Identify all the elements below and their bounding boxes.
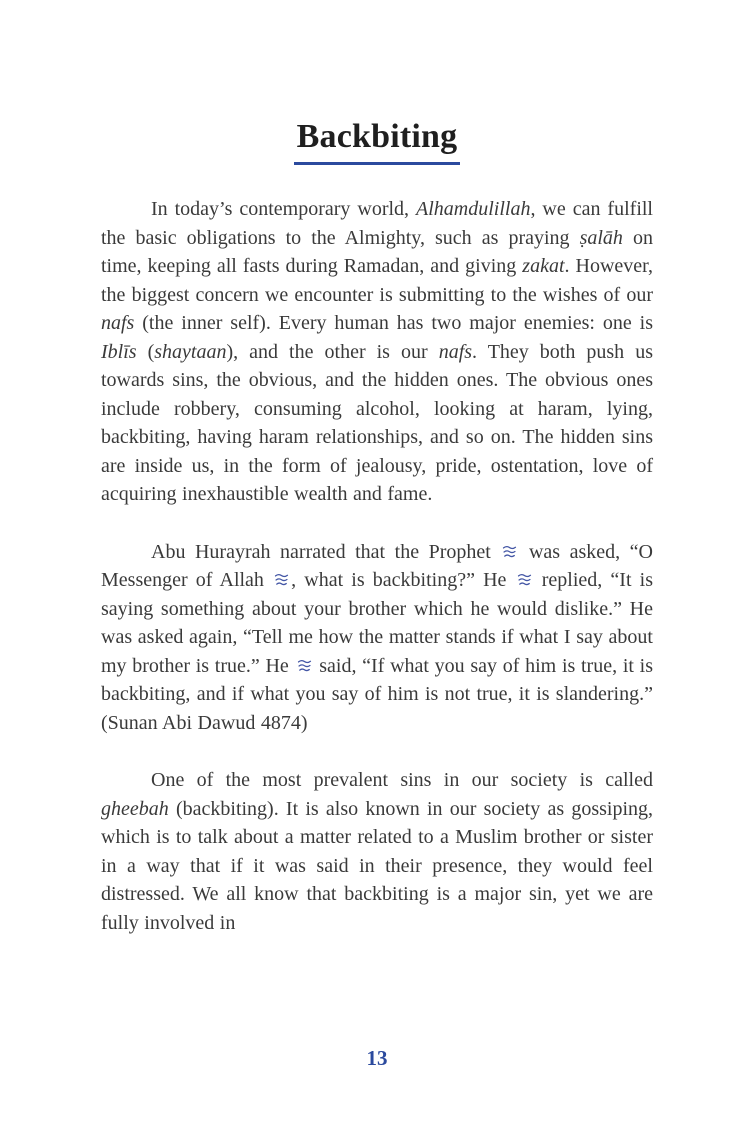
text-segment: In today’s contemporary world, [151, 198, 417, 221]
pbuh-symbol-icon [296, 659, 313, 673]
pbuh-symbol-icon [501, 545, 518, 559]
text-segment: on time, keeping all fasts during Ramadan, and giving [101, 226, 653, 278]
text-segment: was asked, “O Messenger of Allah [101, 540, 653, 592]
italic-term: shaytaan [154, 340, 227, 363]
text-segment: (backbiting). It is also known in our society as gossiping, which is to talk about a matter related to a Muslim brother or sister in a way that if it was said in their presence, they would feel distressed. We all know that backbiting is a major sin, yet we are fully involved in [101, 797, 653, 934]
italic-term: gheebah [101, 797, 169, 820]
text-segment: ( [136, 340, 155, 363]
italic-term: ṣalāh [579, 226, 623, 249]
text-segment: said, “If what you say of him is true, it is backbiting, and if what you say of him is not true, it is slandering.” (Sunan Abi Dawud 4874) [101, 654, 653, 734]
pbuh-symbol-icon [273, 573, 290, 587]
italic-term: nafs [438, 340, 473, 363]
text-segment: , we can fulfill the basic obligations to the Almighty, such as praying [101, 198, 653, 249]
chapter-title-wrap [101, 118, 653, 165]
italic-term: nafs [101, 312, 135, 335]
italic-term: Iblīs [101, 340, 137, 363]
page-content [101, 195, 653, 937]
paragraph [101, 538, 653, 738]
text-segment: ), and the other is our [226, 340, 439, 363]
paragraph [101, 195, 653, 509]
text-segment: (the inner self). Every human has two major enemies: one is [134, 312, 653, 335]
text-segment: replied, “It is saying something about your brother which he would dislike.” He was asked again, “Tell me how the matter stands if what I say about my brother is true.” He [101, 569, 653, 677]
text-segment: One of the most prevalent sins in our society is called [151, 769, 653, 792]
text-segment: . However, the biggest concern we encounter is submitting to the wishes of our [101, 255, 654, 306]
text-segment: Abu Hurayrah narrated that the Prophet [151, 540, 501, 563]
page-number: 13 [366, 1046, 388, 1070]
italic-term: Alhamdulillah [416, 198, 531, 221]
paragraph [101, 766, 653, 937]
pbuh-symbol-icon [516, 573, 533, 587]
italic-term: zakat [522, 255, 565, 278]
text-segment: , what is backbiting?” He [291, 569, 515, 592]
chapter-title: Backbiting [294, 118, 461, 165]
text-segment: . They both push us towards sins, the obvious, and the hidden ones. The obvious ones include robbery, consuming alcohol, looking at haram, lying, backbiting, having haram relationships, and so on. The hidden sins are inside us, in the form of jealousy, pride, ostentation, love of acquiring inexhaustible wealth and fame. [101, 340, 653, 506]
